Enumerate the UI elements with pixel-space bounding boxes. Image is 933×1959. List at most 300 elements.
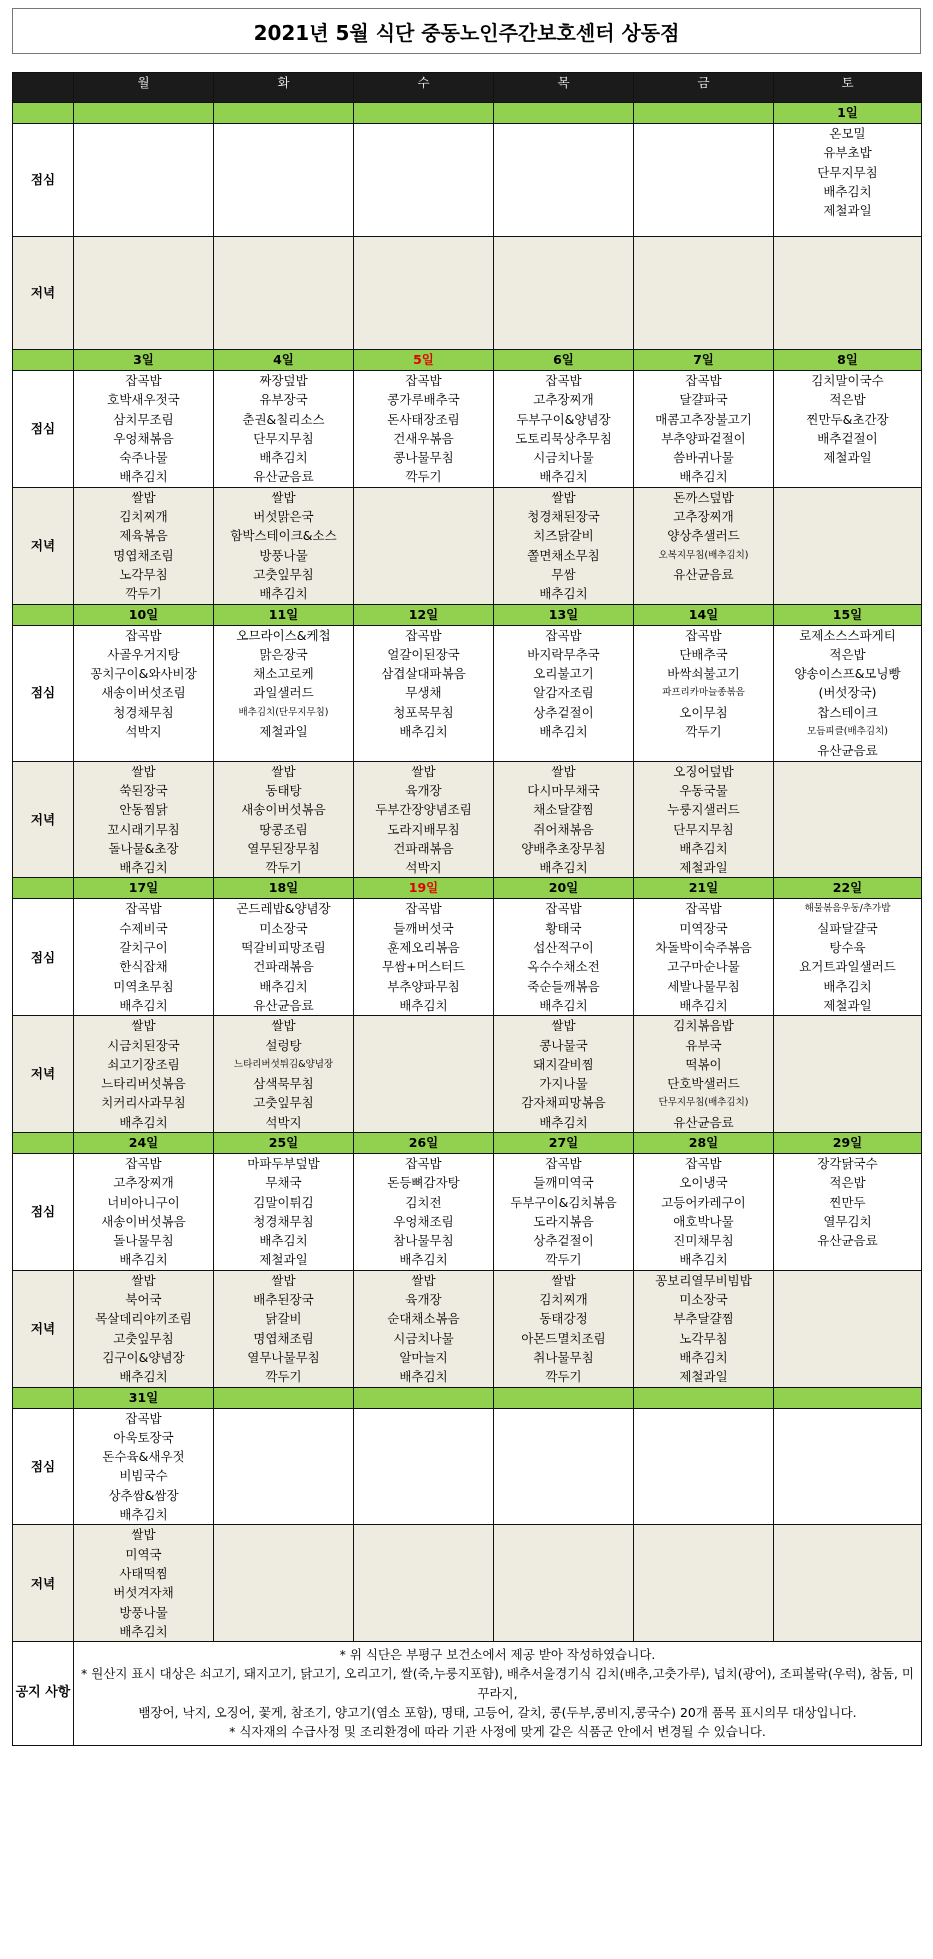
menu-item: 잡곡밥 xyxy=(405,1155,442,1171)
lunch-cell-tue xyxy=(214,1153,354,1270)
menu-item: 명엽채조림 xyxy=(253,1330,314,1346)
menu-item: 갈치구이 xyxy=(119,940,168,956)
menu-item: 알감자조림 xyxy=(533,685,594,701)
lunch-cell-fri xyxy=(634,1153,774,1270)
menu-item: 배추김치 xyxy=(679,997,728,1013)
menu-item: 김말이튀김 xyxy=(253,1194,314,1210)
date-cell-wed: 12일 xyxy=(354,604,494,625)
menu-item: 잡곡밥 xyxy=(685,1155,722,1171)
menu-item: 배추김치 xyxy=(119,1252,168,1268)
menu-item: 김치볶음밥 xyxy=(673,1018,734,1034)
date-cell-fri xyxy=(634,1387,774,1408)
date-cell-mon: 10일 xyxy=(74,604,214,625)
dinner-cell-mon xyxy=(74,487,214,604)
menu-item: 쌀밥 xyxy=(551,1272,576,1288)
menu-item: 파프리카마늘종볶음 xyxy=(662,687,745,699)
lunch-cell-sat xyxy=(774,899,922,1016)
date-cell-thu xyxy=(494,1387,634,1408)
menu-item: 단무지무침 xyxy=(673,821,734,837)
menu-item: 배추김치 xyxy=(539,1114,588,1130)
dinner-cell-thu xyxy=(494,1525,634,1642)
menu-item: 고추장찌개 xyxy=(113,1175,174,1191)
lunch-row xyxy=(13,899,922,1016)
lunch-cell-tue xyxy=(214,1408,354,1525)
notice-line: * 원산지 표시 대상은 쇠고기, 돼지고기, 닭고기, 오리고기, 쌀(죽,누룽지포함), 배추서울경기식 김치(배추,고춧가루), 넙치(광어), 조피볼락(우럭), 참돔, 미꾸라지, xyxy=(81,1666,914,1701)
menu-item: 돌나물&초장 xyxy=(108,840,179,856)
dinner-cell-fri xyxy=(634,1270,774,1387)
menu-item: 잡곡밥 xyxy=(545,1155,582,1171)
lunch-cell-tue xyxy=(214,124,354,237)
menu-item: 깍두기 xyxy=(545,1369,582,1385)
menu-item: 배추김치(단무지무침) xyxy=(238,706,329,718)
lunch-cell-mon xyxy=(74,899,214,1016)
date-cell-sat xyxy=(774,1387,922,1408)
dinner-cell-thu xyxy=(494,1016,634,1133)
menu-item: 배추김치 xyxy=(539,586,588,602)
menu-item: 쌀밥 xyxy=(271,763,296,779)
date-row-corner xyxy=(13,604,74,625)
menu-item: 우엉채볶음 xyxy=(113,430,174,446)
dinner-cell-thu xyxy=(494,237,634,350)
menu-item: 얼갈이된장국 xyxy=(387,646,460,662)
menu-item: 해물볶음우동/추가밥 xyxy=(804,903,891,915)
menu-item: 바싹쇠불고기 xyxy=(667,666,740,682)
date-cell-sat: 22일 xyxy=(774,878,922,899)
dinner-cell-mon xyxy=(74,1525,214,1642)
menu-item: 애호박나물 xyxy=(673,1213,734,1229)
menu-item: 잡곡밥 xyxy=(545,627,582,643)
menu-item: 잡곡밥 xyxy=(125,1410,162,1426)
menu-item: 오징어덮밥 xyxy=(673,763,734,779)
menu-item: 유산균음료 xyxy=(673,566,734,582)
menu-item: 배추김치 xyxy=(539,724,588,740)
lunch-label: 점심 xyxy=(13,124,74,237)
dinner-cell-sat xyxy=(774,487,922,604)
menu-item: 달걀파국 xyxy=(679,392,728,408)
dinner-cell-sat xyxy=(774,237,922,350)
menu-item: 새송이버섯볶음 xyxy=(101,1213,186,1229)
lunch-cell-fri xyxy=(634,899,774,1016)
menu-item: 떡볶이 xyxy=(685,1056,722,1072)
menu-item: 잡곡밥 xyxy=(685,373,722,388)
date-cell-tue xyxy=(214,103,354,124)
menu-item: 우엉채조림 xyxy=(393,1213,454,1229)
menu-item: 깍두기 xyxy=(545,1252,582,1268)
dinner-row xyxy=(13,487,922,604)
menu-item: 적은밥 xyxy=(829,1175,866,1191)
menu-item: 꽁치구이&와사비장 xyxy=(90,666,197,682)
date-cell-fri: 28일 xyxy=(634,1132,774,1153)
menu-item: 단무지무침 xyxy=(253,430,314,446)
dinner-cell-thu xyxy=(494,761,634,878)
menu-item: 제철과일 xyxy=(823,203,872,219)
menu-item: 쌀밥 xyxy=(411,763,436,779)
menu-item: 두부구이&김치볶음 xyxy=(510,1194,617,1210)
menu-item: 배추된장국 xyxy=(253,1292,314,1308)
menu-item: 우동국물 xyxy=(679,782,728,798)
menu-item: 배추김치 xyxy=(823,183,872,199)
menu-item: 콩나물국 xyxy=(539,1037,588,1053)
date-cell-sat: 8일 xyxy=(774,350,922,371)
menu-item: 쌀밥 xyxy=(131,1272,156,1288)
menu-item: 배추김치 xyxy=(119,1623,168,1639)
lunch-cell-thu xyxy=(494,124,634,237)
dinner-cell-fri xyxy=(634,761,774,878)
dinner-row xyxy=(13,237,922,350)
menu-item: 양상추샐러드 xyxy=(667,528,740,544)
weekday-mon: 월 xyxy=(74,73,214,103)
menu-item: 장각닭국수 xyxy=(817,1155,878,1171)
notice-line: * 식자재의 수급사정 및 조리환경에 따라 기관 사정에 맞게 같은 식품군 안에서 변경될 수 있습니다. xyxy=(229,1724,766,1740)
menu-item: 목살데리야끼조림 xyxy=(95,1311,192,1327)
lunch-cell-thu xyxy=(494,899,634,1016)
dinner-cell-tue xyxy=(214,237,354,350)
date-row-corner xyxy=(13,1132,74,1153)
menu-item: 찹스테이크 xyxy=(817,704,878,720)
menu-item: 고추장찌개 xyxy=(533,392,594,408)
menu-item: 쌀밥 xyxy=(131,763,156,779)
menu-item: 쌀밥 xyxy=(551,1018,576,1034)
menu-item: 제철과일 xyxy=(823,997,872,1013)
menu-item: 잡곡밥 xyxy=(405,627,442,643)
dinner-cell-fri xyxy=(634,487,774,604)
dinner-cell-tue xyxy=(214,1270,354,1387)
menu-item: 단호박샐러드 xyxy=(667,1076,740,1092)
date-cell-sat: 29일 xyxy=(774,1132,922,1153)
date-row-corner xyxy=(13,350,74,371)
menu-table xyxy=(12,72,922,1746)
menu-item: 매콤고추장불고기 xyxy=(655,411,752,427)
menu-item: 시금치나물 xyxy=(393,1330,454,1346)
lunch-cell-mon xyxy=(74,124,214,237)
menu-item: 꽁보리열무비빔밥 xyxy=(655,1272,752,1288)
menu-item: 다시마무채국 xyxy=(527,782,600,798)
dinner-cell-wed xyxy=(354,761,494,878)
menu-item: 누룽지샐러드 xyxy=(667,802,740,818)
date-cell-tue: 25일 xyxy=(214,1132,354,1153)
menu-item: 함박스테이크&소스 xyxy=(230,528,337,544)
menu-item: 삼색묵무침 xyxy=(253,1076,314,1092)
lunch-label: 점심 xyxy=(13,899,74,1016)
dinner-cell-thu xyxy=(494,1270,634,1387)
lunch-row xyxy=(13,1153,922,1270)
dinner-cell-wed xyxy=(354,1270,494,1387)
menu-item: 사태떡찜 xyxy=(119,1565,168,1581)
menu-item: 잡곡밥 xyxy=(125,627,162,643)
menu-item: 한식잡채 xyxy=(119,959,168,975)
menu-item: 단무지무침(배추김치) xyxy=(658,1097,749,1109)
menu-item: 제철과일 xyxy=(679,1369,728,1385)
dinner-cell-sat xyxy=(774,1270,922,1387)
menu-item: 아몬드멸치조림 xyxy=(521,1330,606,1346)
menu-item: 미소장국 xyxy=(679,1292,728,1308)
lunch-row xyxy=(13,1408,922,1525)
menu-item: 배추김치 xyxy=(259,1233,308,1249)
menu-item: 건파래볶음 xyxy=(393,840,454,856)
lunch-cell-wed xyxy=(354,625,494,761)
menu-item: 쌀밥 xyxy=(551,763,576,779)
menu-item: 단배추국 xyxy=(679,646,728,662)
menu-item: 명엽채조림 xyxy=(113,547,174,563)
dinner-cell-tue xyxy=(214,1016,354,1133)
menu-item: 청포묵무침 xyxy=(393,704,454,720)
menu-item: 배추김치 xyxy=(259,978,308,994)
menu-item: 적은밥 xyxy=(829,646,866,662)
dinner-label: 저녁 xyxy=(13,761,74,878)
menu-item: 오이냉국 xyxy=(679,1175,728,1191)
menu-item: 제철과일 xyxy=(259,1252,308,1268)
menu-item: 무생채 xyxy=(405,685,442,701)
menu-item: 돈까스덮밥 xyxy=(673,489,734,505)
menu-item: 들깨버섯국 xyxy=(393,920,454,936)
menu-item: 두부간장양념조림 xyxy=(375,802,472,818)
menu-item: 느타리버섯튀김&양념장 xyxy=(233,1058,334,1070)
menu-item: 상추겉절이 xyxy=(533,1233,594,1249)
menu-item: 유부장국 xyxy=(259,392,308,408)
date-row xyxy=(13,604,922,625)
dinner-cell-sat xyxy=(774,1525,922,1642)
lunch-cell-tue xyxy=(214,625,354,761)
menu-item: 쌀밥 xyxy=(551,489,576,505)
date-cell-tue: 18일 xyxy=(214,878,354,899)
menu-item: 깍두기 xyxy=(265,860,302,876)
menu-item: 아욱토장국 xyxy=(113,1429,174,1445)
menu-item: 방풍나물 xyxy=(119,1604,168,1620)
menu-item: 찐만두&초간장 xyxy=(806,411,889,427)
menu-item: 진미채무침 xyxy=(673,1233,734,1249)
menu-item: 실파달걀국 xyxy=(817,920,878,936)
menu-item: 오이무침 xyxy=(679,704,728,720)
menu-item: 취나물무침 xyxy=(533,1349,594,1365)
menu-item: 배추김치 xyxy=(539,997,588,1013)
lunch-cell-tue xyxy=(214,899,354,1016)
lunch-cell-wed xyxy=(354,1153,494,1270)
dinner-cell-sat xyxy=(774,761,922,878)
menu-item: 잡곡밥 xyxy=(405,901,442,917)
dinner-cell-wed xyxy=(354,237,494,350)
menu-item: 유산균음료 xyxy=(253,997,314,1013)
menu-item: 쌀밥 xyxy=(411,1272,436,1288)
date-row xyxy=(13,878,922,899)
notice-text xyxy=(74,1642,922,1745)
menu-item: 들깨미역국 xyxy=(533,1175,594,1191)
menu-item: 제철과일 xyxy=(823,450,872,466)
menu-item: 배추김치 xyxy=(823,978,872,994)
menu-item: 배추김치 xyxy=(399,724,448,740)
lunch-cell-wed xyxy=(354,1408,494,1525)
menu-item: 동태강정 xyxy=(539,1311,588,1327)
date-cell-fri: 21일 xyxy=(634,878,774,899)
date-row xyxy=(13,350,922,371)
menu-item: 쇠고기장조림 xyxy=(107,1056,180,1072)
menu-item: 배추김치 xyxy=(119,1507,168,1523)
menu-item: 미역장국 xyxy=(679,920,728,936)
menu-item: 닭갈비 xyxy=(265,1311,302,1327)
menu-item: 적은밥 xyxy=(829,392,866,408)
lunch-cell-fri xyxy=(634,124,774,237)
menu-item: 온모밀 xyxy=(829,126,866,141)
menu-item: 제철과일 xyxy=(679,860,728,876)
menu-item: 미소장국 xyxy=(259,920,308,936)
menu-item: 삼치무조림 xyxy=(113,411,174,427)
menu-item: 김치말이국수 xyxy=(811,373,884,388)
menu-item: 쌀밥 xyxy=(131,489,156,505)
lunch-cell-sat xyxy=(774,1408,922,1525)
menu-item: 석박지 xyxy=(265,1114,302,1130)
menu-item: 돼지갈비찜 xyxy=(533,1056,594,1072)
menu-item: 치커리사과무침 xyxy=(101,1095,186,1111)
weekday-wed: 수 xyxy=(354,73,494,103)
menu-item: 배추김치 xyxy=(399,1369,448,1385)
menu-item: 느타리버섯볶음 xyxy=(101,1076,186,1092)
menu-item: 잡곡밥 xyxy=(125,901,162,917)
menu-item: 사골우거지탕 xyxy=(107,646,180,662)
menu-item: 유부국 xyxy=(685,1037,722,1053)
menu-item: 순대채소볶음 xyxy=(387,1311,460,1327)
menu-item: 버섯맑은국 xyxy=(253,509,314,525)
menu-item: 참나물무침 xyxy=(393,1233,454,1249)
date-cell-mon xyxy=(74,103,214,124)
lunch-label: 점심 xyxy=(13,625,74,761)
menu-item: 쑥된장국 xyxy=(119,782,168,798)
menu-item: 쫄면채소무침 xyxy=(527,547,600,563)
date-cell-thu xyxy=(494,103,634,124)
menu-item: 배추김치 xyxy=(679,469,728,485)
menu-item: 탕수육 xyxy=(829,940,866,956)
dinner-cell-wed xyxy=(354,1525,494,1642)
menu-item: 청경채무침 xyxy=(253,1213,314,1229)
menu-item: (버섯장국) xyxy=(818,685,877,701)
date-row-corner xyxy=(13,878,74,899)
dinner-cell-mon xyxy=(74,1016,214,1133)
lunch-cell-mon xyxy=(74,625,214,761)
menu-item: 씀바귀나물 xyxy=(673,450,734,466)
lunch-label: 점심 xyxy=(13,1153,74,1270)
menu-item: 콩가루배추국 xyxy=(387,392,460,408)
menu-item: 상추겉절이 xyxy=(533,704,594,720)
menu-item: 도라지볶음 xyxy=(533,1213,594,1229)
lunch-cell-sat xyxy=(774,1153,922,1270)
date-row xyxy=(13,1387,922,1408)
menu-item: 단무지무침 xyxy=(817,164,878,180)
menu-item: 비빔국수 xyxy=(119,1468,168,1484)
weekday-tue: 화 xyxy=(214,73,354,103)
notice-label: 공지 사항 xyxy=(13,1642,74,1745)
menu-item: 열무김치 xyxy=(823,1213,872,1229)
lunch-cell-mon xyxy=(74,1153,214,1270)
menu-item: 돈사태장조림 xyxy=(387,411,460,427)
weekday-thu: 목 xyxy=(494,73,634,103)
menu-item: 김치찌개 xyxy=(119,509,168,525)
menu-item: 미역국 xyxy=(125,1546,162,1562)
lunch-cell-tue xyxy=(214,371,354,488)
date-row xyxy=(13,103,922,124)
menu-item: 배추김치 xyxy=(119,469,168,485)
menu-item: 채소달걀찜 xyxy=(533,802,594,818)
menu-item: 건새우볶음 xyxy=(393,430,454,446)
date-cell-wed xyxy=(354,1387,494,1408)
menu-item: 깍두기 xyxy=(265,1369,302,1385)
menu-item: 고구마순나물 xyxy=(667,959,740,975)
dinner-cell-fri xyxy=(634,1525,774,1642)
menu-item: 짜장덮밥 xyxy=(259,373,308,388)
menu-item: 옥수수채소전 xyxy=(527,959,600,975)
menu-item: 호박새우젓국 xyxy=(107,392,180,408)
menu-item: 유산균음료 xyxy=(817,1233,878,1249)
menu-item: 곤드레밥&양념장 xyxy=(236,901,331,917)
dinner-cell-mon xyxy=(74,761,214,878)
menu-item: 부추달걀찜 xyxy=(673,1311,734,1327)
dinner-label: 저녁 xyxy=(13,1270,74,1387)
menu-item: 도라지배무침 xyxy=(387,821,460,837)
dinner-cell-sat xyxy=(774,1016,922,1133)
date-row-corner xyxy=(13,103,74,124)
lunch-cell-thu xyxy=(494,1408,634,1525)
menu-item: 콩나물무침 xyxy=(393,450,454,466)
menu-item: 오복지무침(배추김치) xyxy=(658,549,749,561)
menu-item: 고추장찌개 xyxy=(673,509,734,525)
dinner-row xyxy=(13,1016,922,1133)
date-cell-mon: 24일 xyxy=(74,1132,214,1153)
menu-item: 돈수육&새우젓 xyxy=(102,1449,185,1465)
notice-line: * 위 식단은 부평구 보건소에서 제공 받아 작성하였습니다. xyxy=(339,1647,656,1663)
menu-item: 배추김치 xyxy=(259,450,308,466)
menu-item: 죽순들깨볶음 xyxy=(527,978,600,994)
menu-item: 찐만두 xyxy=(829,1194,866,1210)
date-cell-thu: 27일 xyxy=(494,1132,634,1153)
menu-item: 배추김치 xyxy=(119,997,168,1013)
menu-item: 노각무침 xyxy=(679,1330,728,1346)
menu-item: 채소고로케 xyxy=(253,666,314,682)
menu-item: 배추김치 xyxy=(119,1114,168,1130)
menu-item: 새송이버섯볶음 xyxy=(241,802,326,818)
menu-item: 제철과일 xyxy=(259,724,308,740)
menu-item: 모듬피클(배추김치) xyxy=(807,726,888,738)
lunch-cell-sat xyxy=(774,625,922,761)
menu-item: 배추김치 xyxy=(539,860,588,876)
menu-item: 배추김치 xyxy=(679,1349,728,1365)
menu-item: 배추김치 xyxy=(539,469,588,485)
menu-item: 요거트과일샐러드 xyxy=(799,959,896,975)
menu-item: 안동찜닭 xyxy=(119,802,168,818)
menu-item: 부추양파무침 xyxy=(387,978,460,994)
menu-item: 쌀밥 xyxy=(131,1527,156,1543)
menu-item: 석박지 xyxy=(405,860,442,876)
menu-item: 제육볶음 xyxy=(119,528,168,544)
menu-item: 잡곡밥 xyxy=(545,901,582,917)
menu-item: 쌀밥 xyxy=(131,1018,156,1034)
notice-line: 뱀장어, 낙지, 오징어, 꽃게, 참조기, 양고기(염소 포함), 명태, 고등어, 갈치, 콩(두부,콩비지,콩국수) 20개 품목 표시의무 대상입니다. xyxy=(138,1705,857,1720)
dinner-row xyxy=(13,761,922,878)
menu-item: 로제소스스파게티 xyxy=(799,627,896,643)
menu-item: 유부초밥 xyxy=(823,145,872,161)
menu-item: 동태탕 xyxy=(265,782,302,798)
dinner-cell-tue xyxy=(214,1525,354,1642)
dinner-row xyxy=(13,1270,922,1387)
date-cell-wed: 19일 xyxy=(354,878,494,899)
menu-item: 삼겹살대파볶음 xyxy=(381,666,466,682)
lunch-cell-thu xyxy=(494,371,634,488)
lunch-cell-wed xyxy=(354,899,494,1016)
lunch-cell-mon xyxy=(74,1408,214,1525)
notice-row xyxy=(13,1642,922,1745)
menu-item: 숙주나물 xyxy=(119,450,168,466)
menu-item: 방풍나물 xyxy=(259,547,308,563)
menu-item: 섭산적구이 xyxy=(533,940,594,956)
menu-item: 배추김치 xyxy=(259,586,308,602)
menu-item: 열무된장무침 xyxy=(247,840,320,856)
date-cell-tue: 11일 xyxy=(214,604,354,625)
